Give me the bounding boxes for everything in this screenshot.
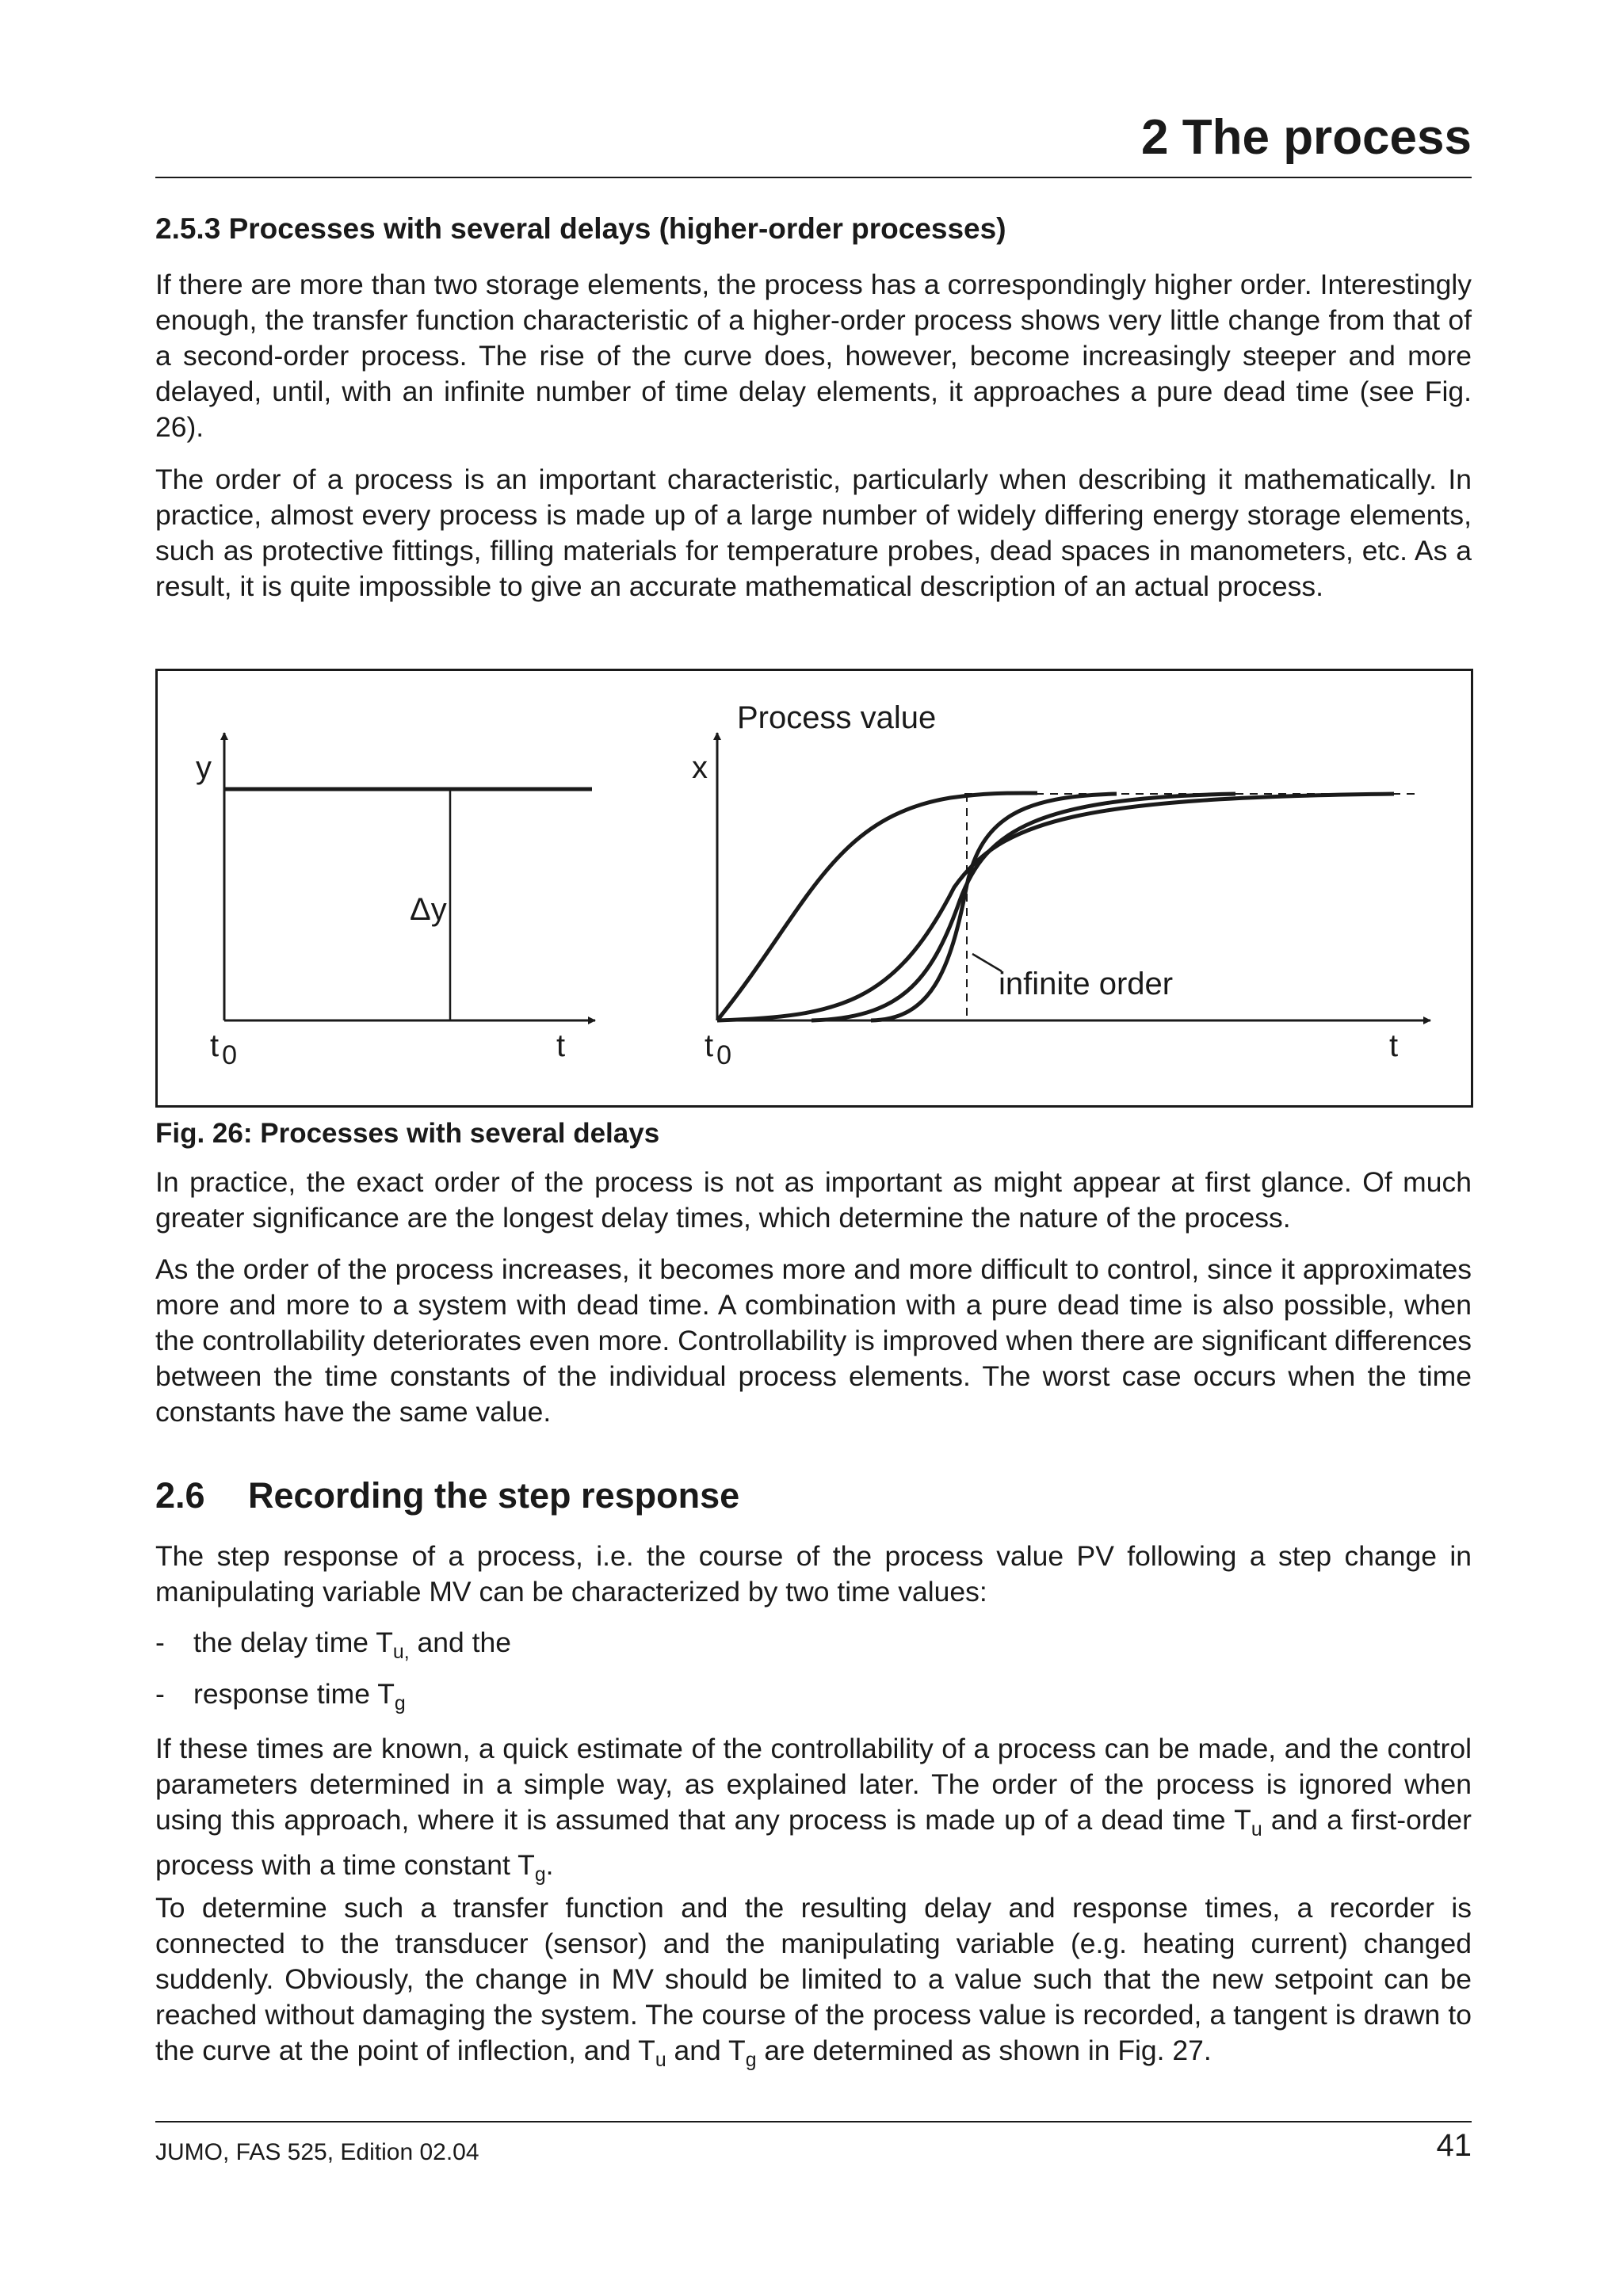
section-heading-2-6 [155,1475,739,1516]
left-t-label: t [556,1028,566,1063]
right-plot-title: Process value [737,700,937,735]
paragraph: In practice, the exact order of the process is not as important as might appear at first glance. Of much greater significance are the longest delay times, which determine the nature of the process. [155,1166,1472,1234]
paragraph: If there are more than two storage elements, the process has a correspondingly higher order. Interestingly enough, the transfer function characteristic of a higher-order process shows very little change from that of a second-order process. The rise of the curve does, however, become increasingly steeper and more delayed, until, with an infinite number of time delay elements, it approaches a pure dead time (see Fig. 26). [155,269,1472,443]
left-t0-label: t $_0$ [210,1028,238,1070]
chapter-title: 2 The process [1141,110,1472,165]
delta-y-label: Δy [410,892,447,927]
paragraph: To determine such a transfer function and the resulting delay and response times, a recorder is connected to the transducer (sensor) and the manipulating variable (e.g. heating current) changed suddenly. Obviously, the change in MV should be limited to a value such that the new setpoint can be reached without damaging the system. The course of the process value is recorded, a tangent is drawn to the curve at the point of inflection, and $T_u$ and $T_g$ are determined as shown in Fig. 27. [155,1892,1472,2072]
section-number: 2.6 [155,1475,205,1516]
section-title: Recording the step response [248,1475,740,1516]
right-x-label: x [692,750,708,785]
right-t0-label: t $_0$ [705,1028,732,1070]
annotation-infinite-order: infinite order [999,967,1174,1001]
paragraph: If these times are known, a quick estimate of the controllability of a process can be made, and the control parameters determined in a simple way, as explained later. The order of the process is ignored when using this approach, where it is assumed that any process is made up of a dead time $T_u$ and a first-order process with a time constant $T_g$. [155,1733,1472,1886]
list-item: - the delay time $T_{u,}$ and the [155,1627,511,1664]
header-rule [155,177,1472,178]
annotation-leader [972,954,1002,971]
paragraph: As the order of the process increases, it becomes more and more difficult to control, since it approximates more and more to a system with dead time. A combination with a pure dead time is also possible, when the controllability deteriorates even more. Controllability is improved when there are significant differences between the time constants of the individual process elements. The worst case occurs when the time constants have the same value. [155,1253,1472,1428]
footer-edition: JUMO, FAS 525, Edition 02.04 [155,2139,479,2165]
paragraph: The step response of a process, i.e. the course of the process value PV following a step change in manipulating variable MV can be characterized by two time values: [155,1540,1472,1608]
right-t-label: t [1389,1028,1399,1063]
paragraph: The order of a process is an important characteristic, particularly when describing it mathematically. In practice, almost every process is made up of a large number of widely differing energy storage elements, such as protective fittings, filling materials for temperature probes, dead spaces in manometers, etc. As a result, it is quite impossible to give an accurate mathematical description of an actual process. [155,463,1472,602]
figure-26-plots [158,671,1471,1105]
figure-caption: Fig. 26: Processes with several delays [155,1118,660,1149]
list-item: - response time $T_g$ [155,1678,406,1715]
left-y-label: y [196,750,212,785]
footer-rule [155,2121,1472,2122]
page-number: 41 [1436,2128,1472,2163]
section-heading-2-5-3: 2.5.3 Processes with several delays (higher-order processes) [155,212,1006,245]
figure-26 [155,669,1473,1108]
